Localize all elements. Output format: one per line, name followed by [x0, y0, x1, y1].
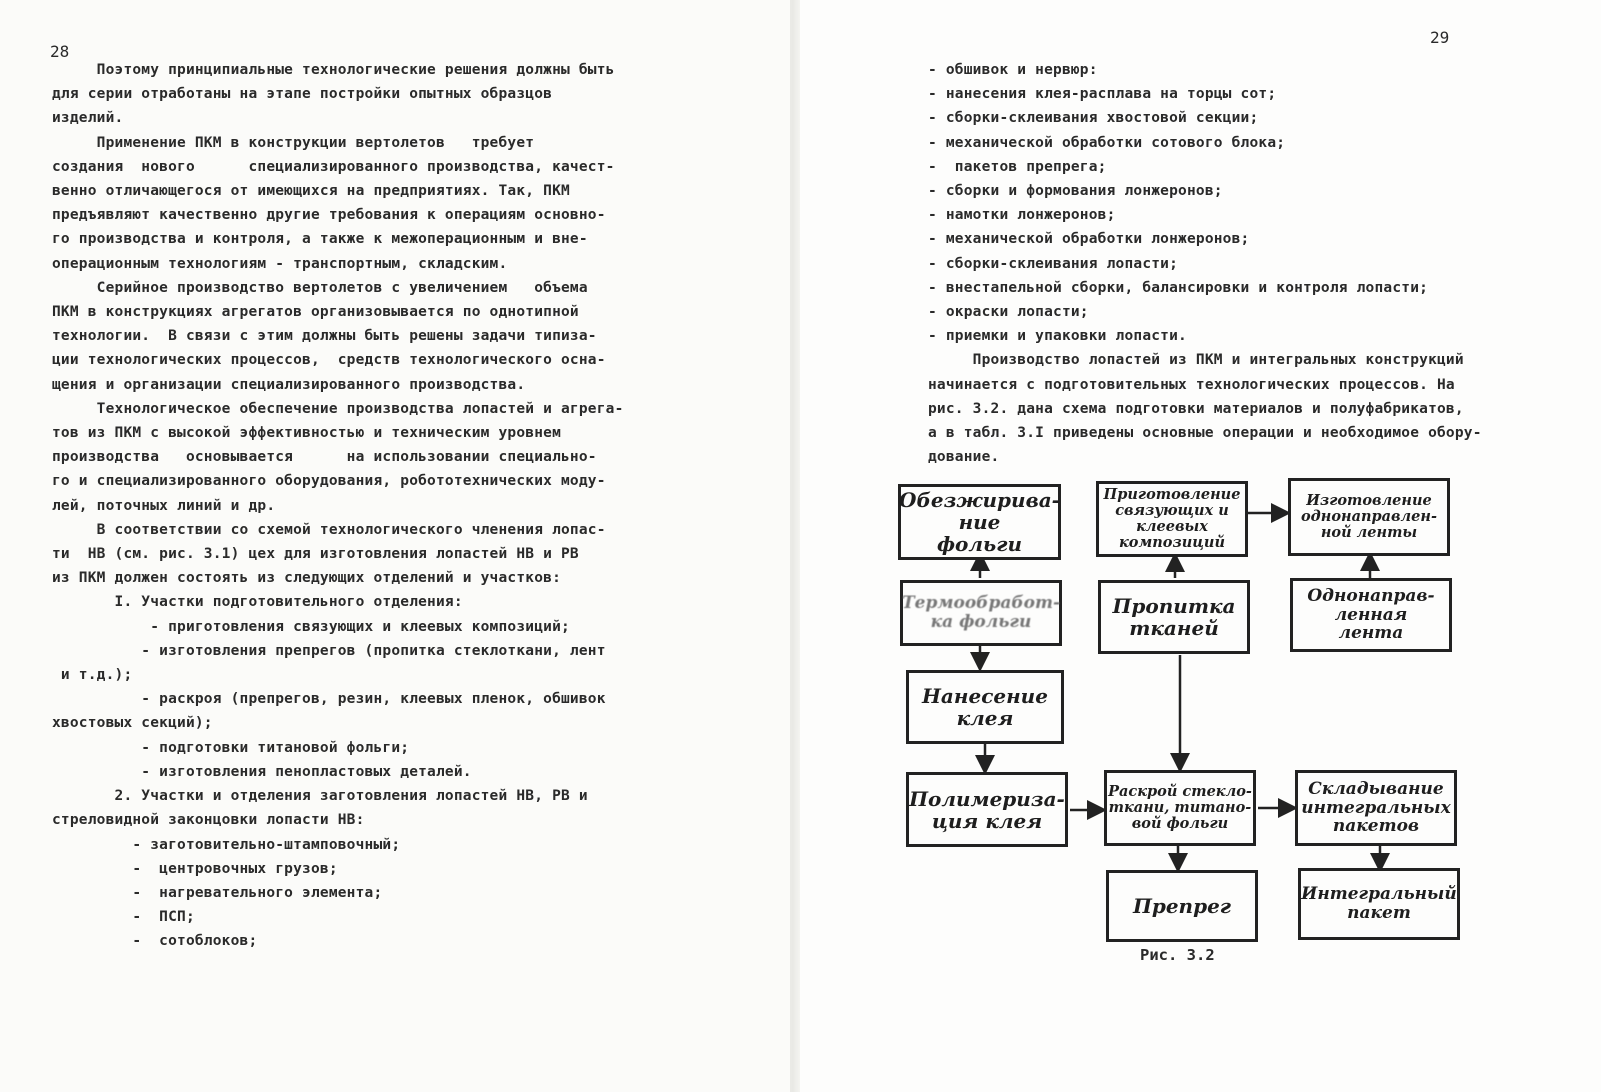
left-line-26: и т.д.);	[52, 667, 133, 684]
left-line-31: 2. Участки и отделения заготовления лопастей НВ, РВ и	[52, 788, 588, 805]
flow-box-glue-polymerization: Полимериза- ция клея	[906, 772, 1068, 847]
left-line-18: го и специализированного оборудования, робототехнических моду-	[52, 473, 606, 490]
right-line-5: - пакетов препрега;	[928, 158, 1107, 175]
right-line-16: а в табл. 3.I приведены основные операции и необходимое обору-	[928, 425, 1482, 442]
left-line-25: - изготовления препрегов (пропитка стеклоткани, лент	[52, 642, 606, 659]
left-line-23: I. Участки подготовительного отделения:	[52, 594, 463, 611]
flow-box-integral-packet-folding: Складывание интегральных пакетов	[1295, 770, 1457, 846]
left-line-27: - раскроя (препрегов, резин, клеевых пленок, обшивок	[52, 691, 606, 708]
left-line-13: ции технологических процессов, средств технологического осна-	[52, 352, 606, 369]
page-number-left: 28	[50, 42, 70, 61]
left-line-8: го производства и контроля, а также к межоперационным и вне-	[52, 231, 588, 248]
flow-box-unidirectional-tape: Однонаправ- ленная лента	[1290, 578, 1452, 652]
left-line-17: производства основывается на использовании специально-	[52, 449, 597, 466]
left-line-33: - заготовительно-штамповочный;	[52, 836, 401, 853]
left-line-14: щения и организации специализированного производства.	[52, 376, 526, 393]
right-line-3: - сборки-склеивания хвостовой секции;	[928, 110, 1259, 127]
left-line-35: - нагревательного элемента;	[52, 884, 383, 901]
page-number-right: 29	[1430, 28, 1450, 47]
flow-box-glue-application: Нанесение клея	[906, 670, 1064, 744]
flow-box-cutting-fabric-foil: Раскрой стекло- ткани, титано- вой фольги	[1104, 770, 1256, 846]
left-line-21: ти НВ (см. рис. 3.1) цех для изготовления лопастей НВ и РВ	[52, 546, 579, 563]
flow-box-prepreg: Препрег	[1106, 870, 1258, 942]
left-line-10: Серийное производство вертолетов с увеличением объема	[52, 279, 588, 296]
left-line-36: - ПСП;	[52, 909, 195, 926]
left-line-2: для серии отработаны на этапе постройки опытных образцов	[52, 86, 553, 103]
flow-box-foil-heat-treatment	[900, 580, 1062, 646]
right-line-4: - механической обработки сотового блока;	[928, 134, 1286, 151]
left-line-1: Поэтому принципиальные технологические решения должны быть	[52, 62, 615, 78]
left-line-4: Применение ПКМ в конструкции вертолетов требует	[52, 134, 535, 151]
left-line-19: лей, поточных линий и др.	[52, 497, 276, 514]
left-line-15: Технологическое обеспечение производства лопастей и агрега-	[52, 400, 624, 417]
left-line-3: изделий.	[52, 110, 124, 127]
left-line-24: - приготовления связующих и клеевых композиций;	[52, 618, 570, 635]
left-page-text	[52, 58, 624, 954]
right-page-text	[928, 58, 1482, 469]
left-line-16: тов из ПКМ с высокой эффективностью и техническим уровнем	[52, 425, 561, 442]
left-line-7: предъявляют качественно другие требования к операциям основно-	[52, 207, 606, 224]
right-line-1: - обшивок и нервюр:	[928, 62, 1098, 78]
flow-box-binder-preparation: Приготовление связующих и клеевых композиций	[1096, 481, 1248, 557]
left-line-22: из ПКМ должен состоять из следующих отделений и участков:	[52, 570, 561, 587]
left-line-30: - изготовления пенопластовых деталей.	[52, 763, 472, 780]
flow-box-unidirectional-tape-making: Изготовление однонаправлен- ной ленты	[1288, 478, 1450, 556]
right-line-6: - сборки и формования лонжеронов;	[928, 183, 1223, 200]
right-line-14: начинается с подготовительных технологических процессов. На	[928, 376, 1455, 393]
right-line-15: рис. 3.2. дана схема подготовки материалов и полуфабрикатов,	[928, 400, 1464, 417]
left-line-34: - центровочных грузов;	[52, 860, 338, 877]
right-line-9: - сборки-склеивания лопасти;	[928, 255, 1179, 272]
right-line-17: дование.	[928, 449, 1000, 466]
left-line-37: - сотоблоков;	[52, 933, 258, 950]
left-line-9: операционным технологиям - транспортным, складским.	[52, 255, 508, 272]
flow-box-integral-packet: Интегральный пакет	[1298, 868, 1460, 940]
right-line-13: Производство лопастей из ПКМ и интегральных конструкций	[928, 352, 1464, 369]
left-line-6: венно отличающегося от имеющихся на предприятиях. Так, ПКМ	[52, 183, 570, 200]
left-line-11: ПКМ в конструкциях агрегатов организовывается по однотипной	[52, 304, 579, 321]
left-line-32: стреловидной законцовки лопасти НВ:	[52, 812, 365, 829]
right-line-10: - внестапельной сборки, балансировки и контроля лопасти;	[928, 279, 1429, 296]
right-line-7: - намотки лонжеронов;	[928, 207, 1116, 224]
flow-box-fabric-impregnation: Пропитка тканей	[1098, 580, 1250, 654]
left-line-20: В соответствии со схемой технологического членения лопас-	[52, 521, 606, 538]
right-line-2: - нанесения клея-расплава на торцы сот;	[928, 86, 1277, 103]
left-line-28: хвостовых секций);	[52, 715, 213, 732]
flow-box-degreasing-foil: Обезжирива- ние фольги	[898, 484, 1061, 560]
right-line-12: - приемки и упаковки лопасти.	[928, 328, 1187, 345]
right-line-11: - окраски лопасти;	[928, 304, 1089, 321]
left-page	[0, 0, 790, 1092]
figure-caption: Рис. 3.2	[1140, 946, 1215, 964]
right-line-8: - механической обработки лонжеронов;	[928, 231, 1250, 248]
right-page	[800, 0, 1601, 1092]
left-line-5: создания нового специализированного производства, качест-	[52, 158, 615, 175]
left-line-12: технологии. В связи с этим должны быть решены задачи типиза-	[52, 328, 597, 345]
left-line-29: - подготовки титановой фольги;	[52, 739, 410, 756]
flow-box-foil-heat-treatment-label: Термообработ- ка фольги	[901, 593, 1061, 632]
